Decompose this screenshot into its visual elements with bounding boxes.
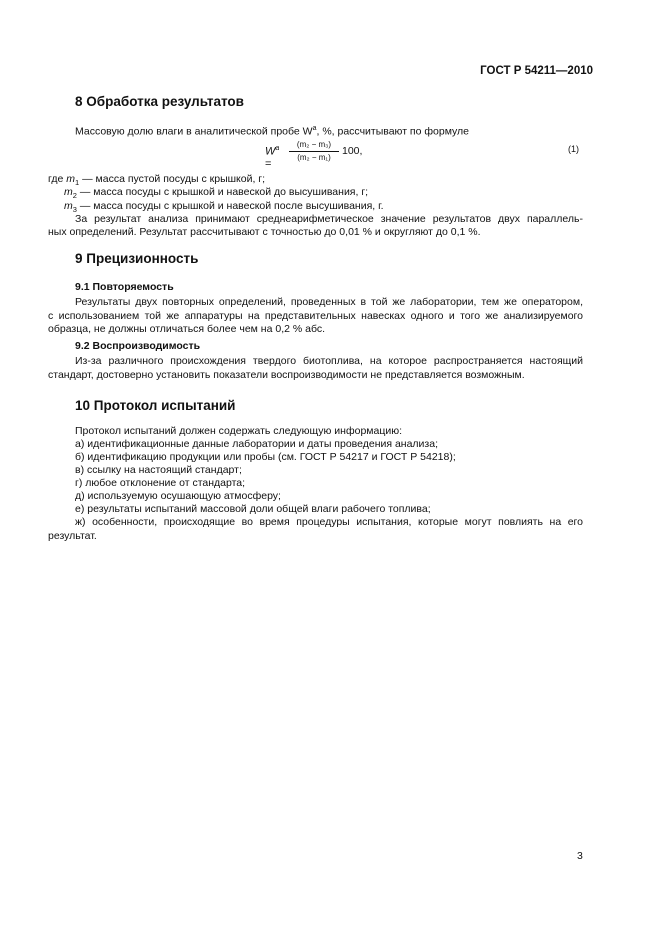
section-9-2-line2: стандарт, достоверно установить показатели воспроизводимости не представляется возможным. bbox=[48, 369, 525, 381]
list-item: в) ссылку на настоящий стандарт; bbox=[75, 464, 242, 476]
section-9-1-line1: Результаты двух повторных определений, проведенных в той же лаборатории, тем же оператором, bbox=[75, 296, 583, 308]
list-item: е) результаты испытаний массовой доли общей влаги рабочего топлива; bbox=[75, 503, 431, 515]
list-item-last-line1: ж) особенности, происходящие во время процедуры испытания, которые могут повлиять на его bbox=[75, 516, 583, 528]
list-item: а) идентификационные данные лаборатории и даты проведения анализа; bbox=[75, 438, 438, 450]
variable-m3: $m_3$ — масса посуды с крышкой и навеской после высушивания, г. bbox=[64, 200, 384, 215]
section-9-2-line1: Из-за различного происхождения твердого биотоплива, на которое распространяется настоящий bbox=[75, 355, 583, 367]
variable-m2: $m_2$ — масса посуды с крышкой и навеской до высушивания, г; bbox=[64, 186, 369, 201]
section-8-title: 8 Обработка результатов bbox=[75, 94, 244, 109]
page-number: 3 bbox=[577, 850, 583, 862]
section-8-intro: Массовую долю влаги в аналитической пробе $W^a$, %, рассчитывают по формуле bbox=[75, 125, 470, 138]
section-8-para-line1: За результат анализа принимают среднеарифметическое значение результатов двух параллель- bbox=[75, 213, 583, 225]
formula-fraction: (m₂ − m₃) (m₂ − m₁) bbox=[289, 140, 339, 162]
section-10-title: 10 Протокол испытаний bbox=[75, 398, 236, 413]
section-10-intro: Протокол испытаний должен содержать следующую информацию: bbox=[75, 425, 403, 437]
section-9-title: 9 Прецизионность bbox=[75, 251, 199, 266]
list-item: г) любое отклонение от стандарта; bbox=[75, 477, 246, 489]
section-8-para-line2: ных определений. Результат рассчитывают с точностью до 0,01 % и округляют до 0,1 %. bbox=[48, 226, 481, 238]
list-item: б) идентификацию продукции или пробы (см. ГОСТ Р 54217 и ГОСТ Р 54218); bbox=[75, 451, 456, 463]
list-item: д) используемую осушающую атмосферу; bbox=[75, 490, 281, 502]
section-9-1-line3: образца, не должны отличаться более чем на 0,2 % абс. bbox=[48, 323, 326, 335]
formula-number: (1) bbox=[568, 144, 579, 154]
document-header: ГОСТ Р 54211—2010 bbox=[480, 65, 593, 77]
section-9-1-title: 9.1 Повторяемость bbox=[75, 281, 174, 293]
list-item-last-line2: результат. bbox=[48, 530, 97, 542]
section-9-1-line2: с использованием той же аппаратуры на представительных навесках одного и того же анализируемого bbox=[48, 310, 583, 322]
variable-m1: где $m_1$ — масса пустой посуды с крышкой, г; bbox=[48, 173, 266, 188]
section-9-2-title: 9.2 Воспроизводимость bbox=[75, 340, 201, 352]
